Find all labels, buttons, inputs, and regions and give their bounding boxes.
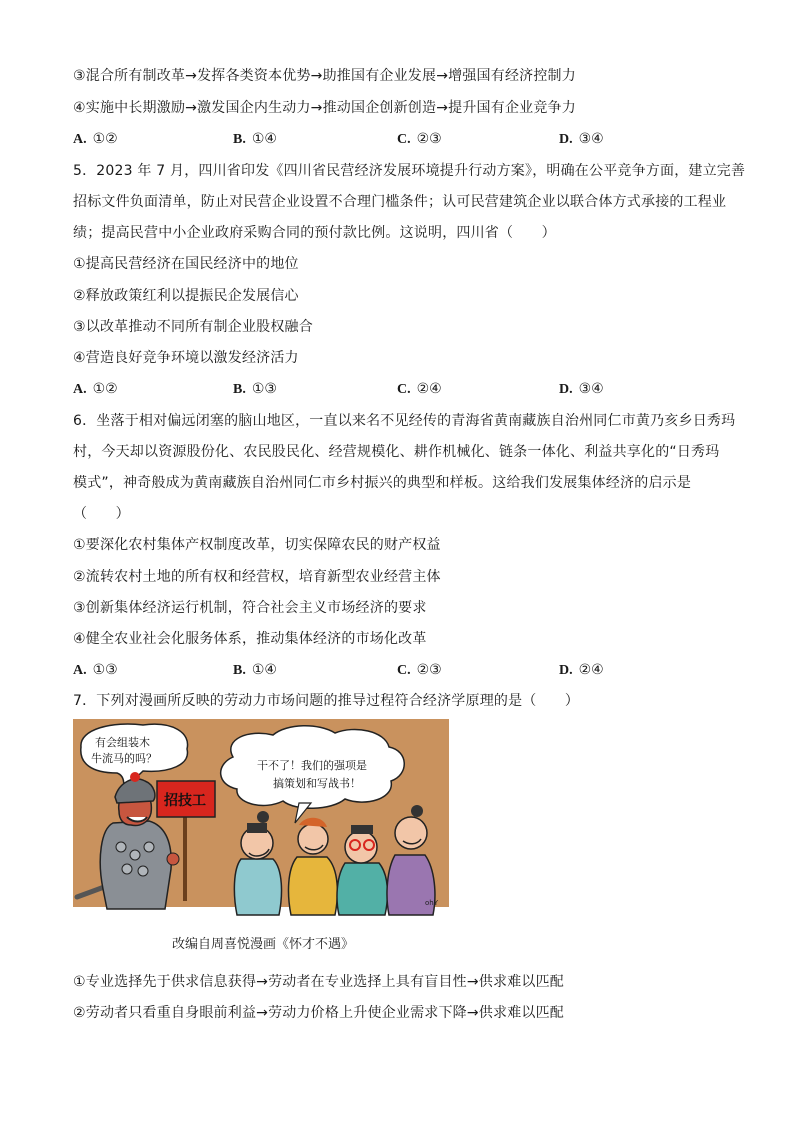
q4-statement-3: ③混合所有制改革→发挥各类资本优势→助推国有企业发展→增强国有经济控制力 xyxy=(73,68,576,84)
q6-stem-line-3: 模式”，神奇般成为黄南藏族自治州同仁市乡村振兴的典型和样板。这给我们发展集体经济的启示是 xyxy=(73,475,692,491)
bubble-left-line-1: 有会组装木 xyxy=(95,736,150,749)
artist-signature: ohY xyxy=(425,899,438,907)
cartoon-caption: 改编自周喜悦漫画《怀才不遇》 xyxy=(172,937,355,952)
sign-label: 招技工 xyxy=(164,793,206,809)
q6-option-a: A. ①③ xyxy=(73,662,118,678)
q6-answer-blank: （ ） xyxy=(73,506,130,522)
q4-option-c: C. ②③ xyxy=(397,131,442,147)
cartoon-illustration xyxy=(73,719,449,918)
q4-options xyxy=(73,129,733,149)
q5-option-c: C. ②④ xyxy=(397,381,442,397)
q6-option-b: B. ①④ xyxy=(233,662,277,678)
q6-statement-3: ③创新集体经济运行机制，符合社会主义市场经济的要求 xyxy=(73,600,427,616)
q5-statement-1: ①提高民营经济在国民经济中的地位 xyxy=(73,256,299,272)
q5-option-a: A. ①② xyxy=(73,381,118,397)
q5-stem-line-2: 招标文件负面清单，防止对民营企业设置不合理门槛条件；认可民营建筑企业以联合体方式承接的工程业 xyxy=(73,194,727,210)
q6-options xyxy=(73,660,733,680)
bubble-right-line-1: 干不了！我们的强项是 xyxy=(257,759,367,772)
q7-statement-2: ②劳动者只看重自身眼前利益→劳动力价格上升使企业需求下降→供求难以匹配 xyxy=(73,1005,565,1021)
q5-options xyxy=(73,379,733,399)
q6-option-d: D. ②④ xyxy=(559,662,604,678)
bubble-right-line-2: 搞策划和写战书！ xyxy=(273,777,361,790)
q4-statement-4: ④实施中长期激励→激发国企内生动力→推动国企创新创造→提升国有企业竞争力 xyxy=(73,100,576,116)
q5-stem-line-1: 5．2023 年 7 月，四川省印发《四川省民营经济发展环境提升行动方案》，明确在公平竞争方面，建立完善 xyxy=(73,163,746,179)
q5-statement-4: ④营造良好竞争环境以激发经济活力 xyxy=(73,350,299,366)
q5-option-b: B. ①③ xyxy=(233,381,277,397)
q6-statement-2: ②流转农村土地的所有权和经营权，培育新型农业经营主体 xyxy=(73,569,441,585)
q4-option-d: D. ③④ xyxy=(559,131,604,147)
q5-statement-2: ②释放政策红利以提振民企发展信心 xyxy=(73,288,299,304)
q5-statement-3: ③以改革推动不同所有制企业股权融合 xyxy=(73,319,313,335)
q5-option-d: D. ③④ xyxy=(559,381,604,397)
bubble-left-line-2: 牛流马的吗？ xyxy=(91,752,157,765)
q6-statement-4: ④健全农业社会化服务体系，推动集体经济的市场化改革 xyxy=(73,631,427,647)
q7-stem-line-1: 7．下列对漫画所反映的劳动力市场问题的推导过程符合经济学原理的是（ ） xyxy=(73,693,580,709)
q6-stem-line-1: 6．坐落于相对偏远闭塞的脑山地区，一直以来名不见经传的青海省黄南藏族自治州同仁市黄乃亥乡日秀玛 xyxy=(73,413,736,429)
q6-statement-1: ①要深化农村集体产权制度改革，切实保障农民的财产权益 xyxy=(73,537,441,553)
q7-statement-1: ①专业选择先于供求信息获得→劳动者在专业选择上具有盲目性→供求难以匹配 xyxy=(73,974,565,990)
q6-option-c: C. ②③ xyxy=(397,662,442,678)
q5-stem-line-3: 绩；提高民营中小企业政府采购合同的预付款比例。这说明，四川省（ ） xyxy=(73,225,556,241)
q4-option-b: B. ①④ xyxy=(233,131,277,147)
q6-stem-line-2: 村，今天却以资源股份化、农民股民化、经营规模化、耕作机械化、链条一体化、利益共享化的“日秀玛 xyxy=(73,444,720,460)
q4-option-a: A. ①② xyxy=(73,131,118,147)
